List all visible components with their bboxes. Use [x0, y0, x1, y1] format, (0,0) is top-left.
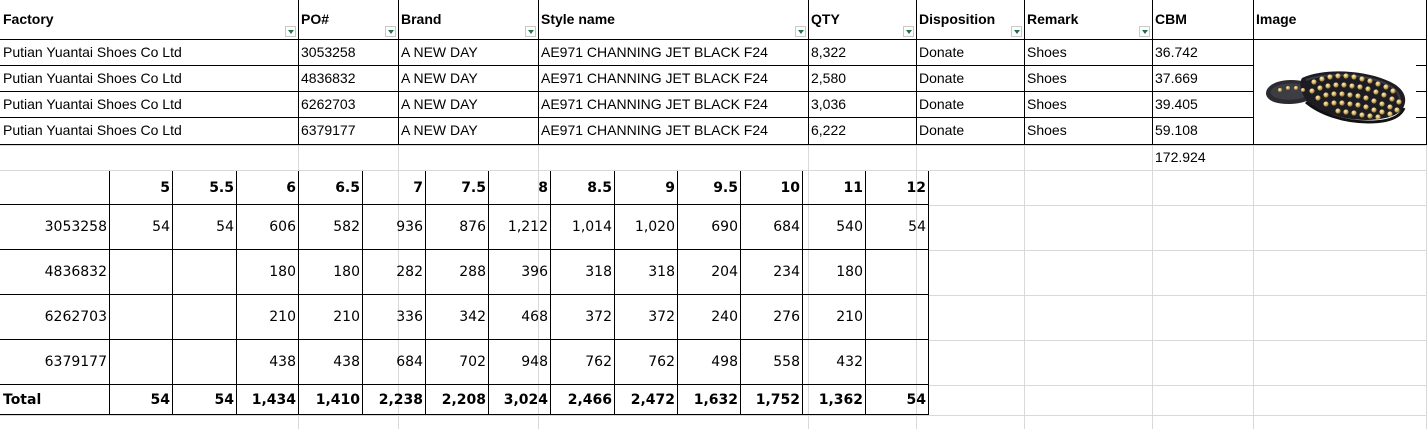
size-qty-cell[interactable]: 540	[836, 219, 863, 235]
brand-cell[interactable]: A NEW DAY	[401, 96, 478, 112]
size-qty-cell[interactable]: 180	[836, 264, 863, 280]
size-total-cell[interactable]: 2,466	[567, 392, 612, 408]
size-qty-cell[interactable]: 54	[152, 219, 170, 235]
remark-cell[interactable]: Shoes	[1027, 96, 1067, 112]
size-qty-cell[interactable]: 318	[585, 264, 612, 280]
size-qty-cell[interactable]: 948	[521, 354, 548, 370]
brand-cell[interactable]: A NEW DAY	[401, 122, 478, 138]
qty-cell[interactable]: 6,222	[811, 122, 847, 138]
size-qty-cell[interactable]: 762	[648, 354, 675, 370]
size-header[interactable]: 9.5	[713, 180, 738, 196]
header-disposition[interactable]: Disposition	[919, 11, 996, 27]
size-total-cell[interactable]: 54	[214, 392, 234, 408]
size-qty-cell[interactable]: 204	[711, 264, 738, 280]
factory-cell[interactable]: Putian Yuantai Shoes Co Ltd	[3, 70, 182, 86]
size-qty-cell[interactable]: 1,014	[571, 219, 612, 235]
size-qty-cell[interactable]: 432	[836, 354, 863, 370]
size-header[interactable]: 9	[665, 180, 675, 196]
size-qty-cell[interactable]: 276	[773, 309, 800, 325]
header-remark[interactable]: Remark	[1027, 11, 1079, 27]
size-header[interactable]: 8.5	[587, 180, 612, 196]
style-name-cell[interactable]: AE971 CHANNING JET BLACK F24	[541, 122, 768, 138]
size-qty-cell[interactable]: 558	[773, 354, 800, 370]
header-cbm[interactable]: CBM	[1155, 11, 1187, 27]
disposition-cell[interactable]: Donate	[919, 70, 965, 86]
size-total-cell[interactable]: 1,434	[251, 392, 296, 408]
disposition-cell[interactable]: Donate	[919, 122, 965, 138]
size-qty-cell[interactable]: 282	[396, 264, 423, 280]
size-row-po-cell[interactable]: 6262703	[44, 309, 107, 325]
po-cell[interactable]: 4836832	[301, 70, 356, 86]
header-style-name[interactable]: Style name	[541, 11, 615, 27]
size-qty-cell[interactable]: 1,212	[507, 219, 548, 235]
size-qty-cell[interactable]: 54	[908, 219, 926, 235]
style-name-cell[interactable]: AE971 CHANNING JET BLACK F24	[541, 70, 768, 86]
size-qty-cell[interactable]: 372	[648, 309, 675, 325]
factory-cell[interactable]: Putian Yuantai Shoes Co Ltd	[3, 96, 182, 112]
size-qty-cell[interactable]: 1,020	[634, 219, 675, 235]
shoe-picture	[1262, 64, 1410, 130]
size-qty-cell[interactable]: 762	[585, 354, 612, 370]
header-factory[interactable]: Factory	[3, 11, 54, 27]
size-total-cell[interactable]: 1,362	[818, 392, 863, 408]
size-header[interactable]: 12	[906, 180, 926, 196]
size-qty-cell[interactable]: 396	[521, 264, 548, 280]
filter-dropdown-brand[interactable]	[525, 26, 536, 37]
size-header[interactable]: 5.5	[209, 180, 234, 196]
size-qty-cell[interactable]: 468	[521, 309, 548, 325]
size-qty-cell[interactable]: 342	[459, 309, 486, 325]
style-name-cell[interactable]: AE971 CHANNING JET BLACK F24	[541, 96, 768, 112]
po-cell[interactable]: 6379177	[301, 122, 356, 138]
size-qty-cell[interactable]: 54	[216, 219, 234, 235]
size-total-cell[interactable]: 1,752	[755, 392, 800, 408]
size-total-cell[interactable]: 2,208	[441, 392, 486, 408]
size-qty-cell[interactable]: 240	[711, 309, 738, 325]
size-qty-cell[interactable]: 702	[459, 354, 486, 370]
total-label[interactable]: Total	[3, 392, 42, 408]
remark-cell[interactable]: Shoes	[1027, 122, 1067, 138]
brand-cell[interactable]: A NEW DAY	[401, 70, 478, 86]
cbm-cell[interactable]: 37.669	[1155, 70, 1198, 86]
po-cell[interactable]: 6262703	[301, 96, 356, 112]
size-qty-cell[interactable]: 318	[648, 264, 675, 280]
studded-mule-shoe-image[interactable]	[1262, 64, 1410, 130]
size-total-cell[interactable]: 2,238	[378, 392, 423, 408]
header-po[interactable]: PO#	[301, 11, 330, 27]
cbm-cell[interactable]: 39.405	[1155, 96, 1198, 112]
size-header[interactable]: 10	[780, 180, 800, 196]
factory-cell[interactable]: Putian Yuantai Shoes Co Ltd	[3, 122, 182, 138]
size-header[interactable]: 5	[160, 180, 170, 196]
factory-cell[interactable]: Putian Yuantai Shoes Co Ltd	[3, 44, 182, 60]
remark-cell[interactable]: Shoes	[1027, 70, 1067, 86]
size-qty-cell[interactable]: 180	[269, 264, 296, 280]
qty-cell[interactable]: 3,036	[811, 96, 847, 112]
size-qty-cell[interactable]: 438	[333, 354, 360, 370]
size-qty-cell[interactable]: 210	[333, 309, 360, 325]
header-qty[interactable]: QTY	[811, 11, 840, 27]
size-qty-cell[interactable]: 876	[459, 219, 486, 235]
size-row-po-cell[interactable]: 6379177	[44, 354, 107, 370]
size-qty-cell[interactable]: 180	[333, 264, 360, 280]
brand-cell[interactable]: A NEW DAY	[401, 44, 478, 60]
filter-dropdown-disposition[interactable]	[1011, 26, 1022, 37]
size-total-cell[interactable]: 54	[150, 392, 170, 408]
size-total-cell[interactable]: 54	[906, 392, 926, 408]
size-total-cell[interactable]: 3,024	[503, 392, 548, 408]
header-brand[interactable]: Brand	[401, 11, 442, 27]
size-header[interactable]: 6	[286, 180, 296, 196]
cbm-total-cell[interactable]: 172.924	[1155, 149, 1206, 165]
size-header[interactable]: 7	[413, 180, 423, 196]
cbm-cell[interactable]: 59.108	[1155, 122, 1198, 138]
qty-cell[interactable]: 2,580	[811, 70, 847, 86]
filter-dropdown-po[interactable]	[385, 26, 396, 37]
size-qty-cell[interactable]: 372	[585, 309, 612, 325]
size-qty-cell[interactable]: 336	[396, 309, 423, 325]
style-name-cell[interactable]: AE971 CHANNING JET BLACK F24	[541, 44, 768, 60]
header-image[interactable]: Image	[1256, 11, 1297, 27]
disposition-cell[interactable]: Donate	[919, 96, 965, 112]
size-qty-cell[interactable]: 582	[333, 219, 360, 235]
filter-dropdown-style-name[interactable]	[795, 26, 806, 37]
size-total-cell[interactable]: 1,410	[315, 392, 360, 408]
size-qty-cell[interactable]: 606	[269, 219, 296, 235]
size-row-po-cell[interactable]: 3053258	[44, 219, 107, 235]
size-qty-cell[interactable]: 210	[836, 309, 863, 325]
size-row-po-cell[interactable]: 4836832	[44, 264, 107, 280]
qty-cell[interactable]: 8,322	[811, 44, 847, 60]
size-header[interactable]: 6.5	[335, 180, 360, 196]
size-qty-cell[interactable]: 936	[396, 219, 423, 235]
size-qty-cell[interactable]: 288	[459, 264, 486, 280]
size-header[interactable]: 11	[843, 180, 863, 196]
remark-cell[interactable]: Shoes	[1027, 44, 1067, 60]
filter-dropdown-qty[interactable]	[903, 26, 914, 37]
size-qty-cell[interactable]: 684	[396, 354, 423, 370]
size-header[interactable]: 8	[538, 180, 548, 196]
size-qty-cell[interactable]: 684	[773, 219, 800, 235]
size-qty-cell[interactable]: 690	[711, 219, 738, 235]
disposition-cell[interactable]: Donate	[919, 44, 965, 60]
size-qty-cell[interactable]: 234	[773, 264, 800, 280]
size-total-cell[interactable]: 1,632	[693, 392, 738, 408]
size-qty-cell[interactable]: 498	[711, 354, 738, 370]
po-cell[interactable]: 3053258	[301, 44, 356, 60]
size-total-cell[interactable]: 2,472	[630, 392, 675, 408]
size-qty-cell[interactable]: 210	[269, 309, 296, 325]
filter-dropdown-remark[interactable]	[1139, 26, 1150, 37]
filter-dropdown-factory[interactable]	[285, 26, 296, 37]
size-header[interactable]: 7.5	[461, 180, 486, 196]
cbm-cell[interactable]: 36.742	[1155, 44, 1198, 60]
size-qty-cell[interactable]: 438	[269, 354, 296, 370]
